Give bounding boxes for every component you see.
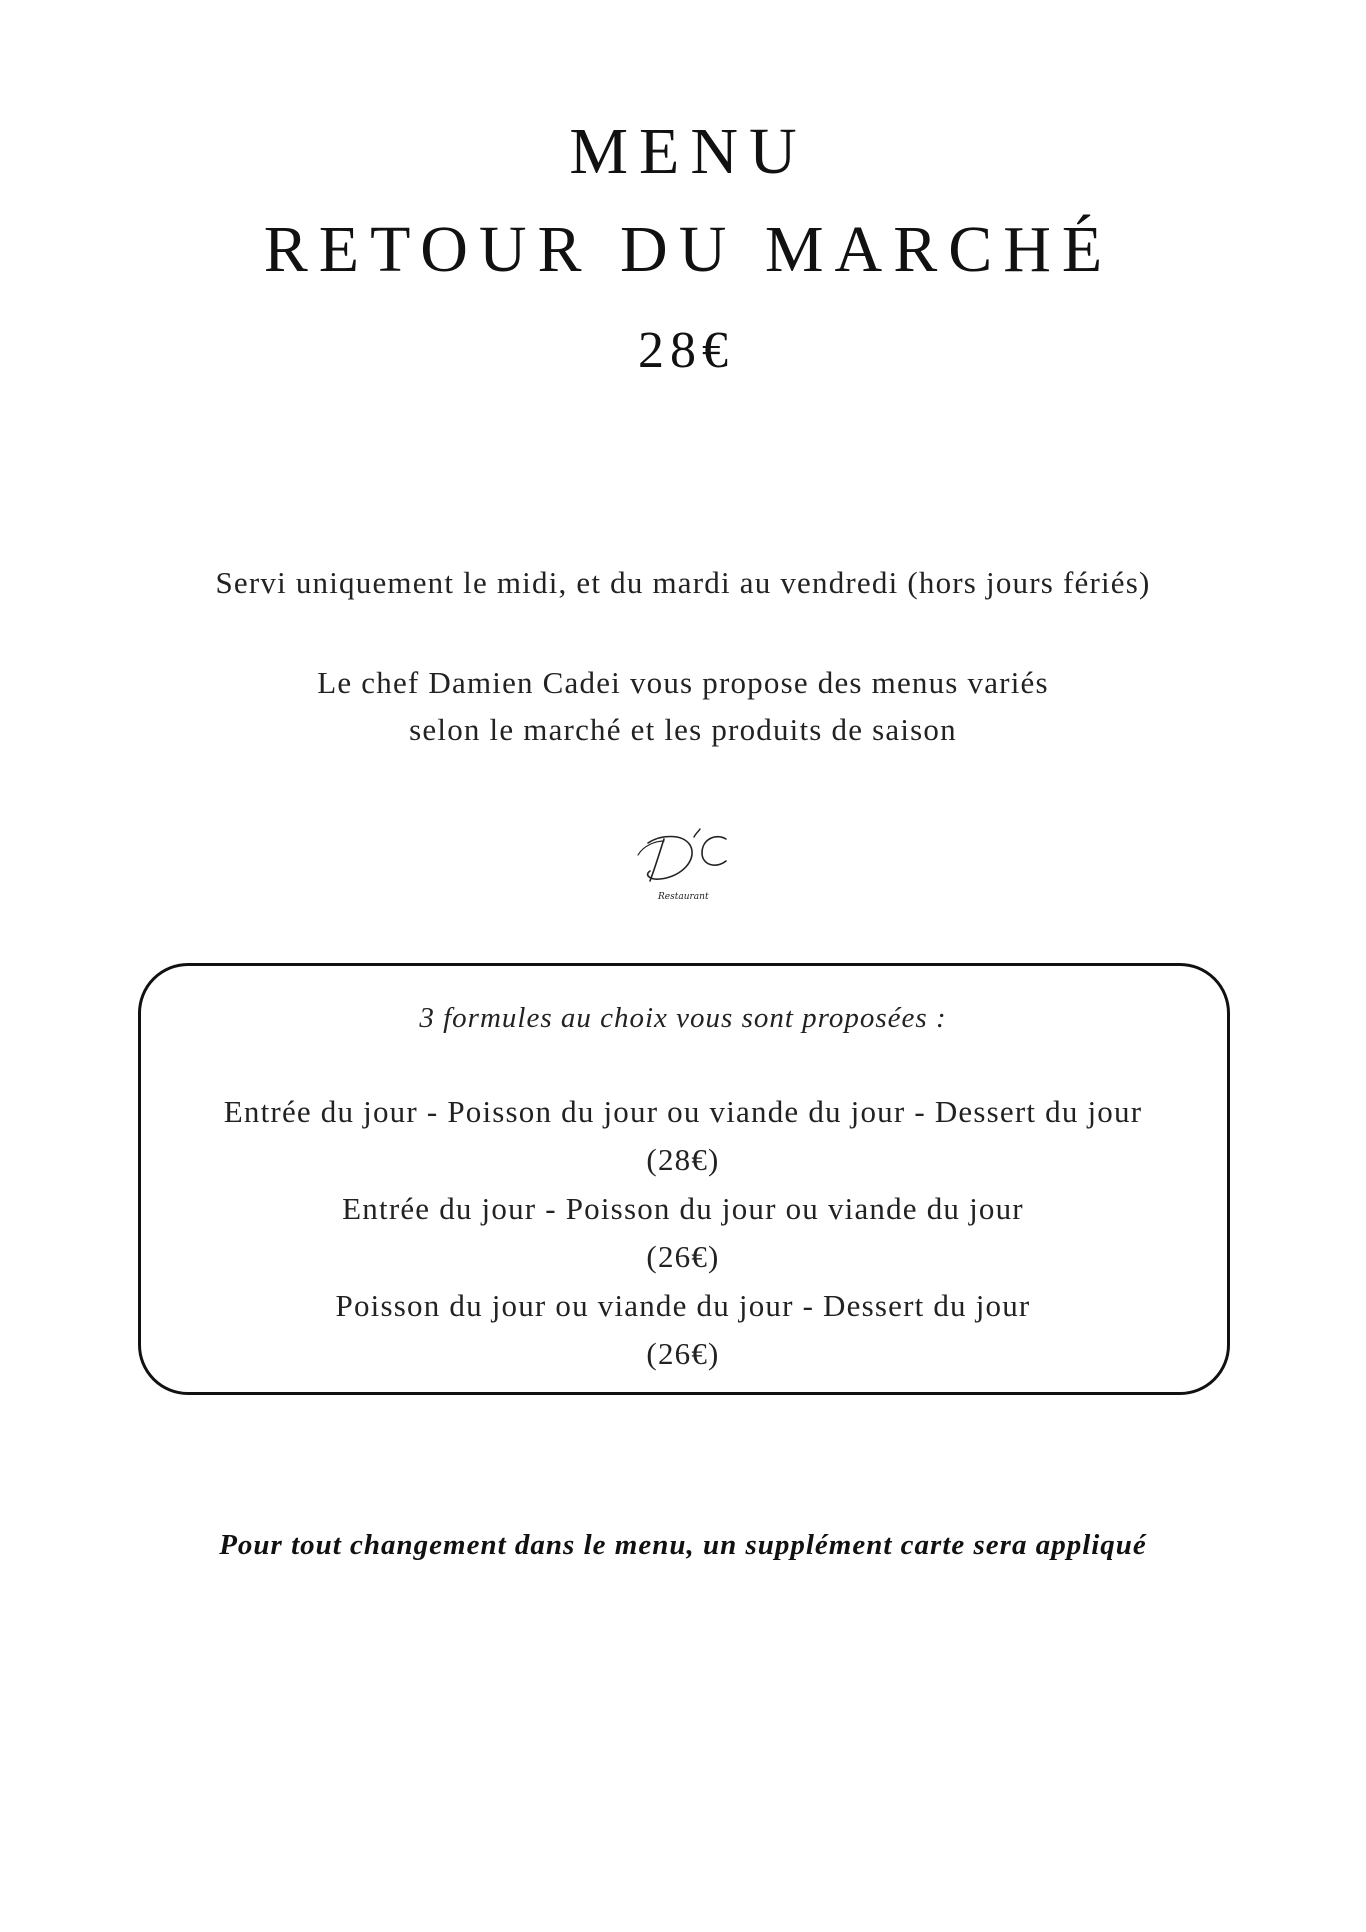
menu-title: MENU	[569, 115, 808, 188]
menu-subtitle: RETOUR DU MARCHÉ	[263, 213, 1114, 286]
svg-text:Restaurant: Restaurant	[658, 892, 709, 902]
menu-price: 28€	[638, 322, 734, 379]
supplement-note: Pour tout changement dans le menu, un supplément carte sera appliqué	[219, 1529, 1147, 1561]
formula-1-price: (28€)	[646, 1142, 720, 1177]
chef-description-line-2: selon le marché et les produits de saison	[409, 712, 957, 747]
chef-description-line-1: Le chef Damien Cadei vous propose des menus variés	[317, 665, 1049, 700]
formula-1-description: Entrée du jour - Poisson du jour ou viande du jour - Dessert du jour	[223, 1094, 1143, 1129]
formulas-heading: 3 formules au choix vous sont proposées :	[419, 1002, 947, 1034]
formula-3-description: Poisson du jour ou viande du jour - Dessert du jour	[335, 1288, 1031, 1323]
formula-2-description: Entrée du jour - Poisson du jour ou viande du jour	[342, 1191, 1024, 1226]
formula-2-price: (26€)	[646, 1239, 720, 1274]
service-hours-text: Servi uniquement le midi, et du mardi au vendredi (hors jours fériés)	[215, 565, 1151, 600]
dc-restaurant-logo-icon	[620, 815, 750, 905]
formula-3-price: (26€)	[646, 1336, 720, 1371]
